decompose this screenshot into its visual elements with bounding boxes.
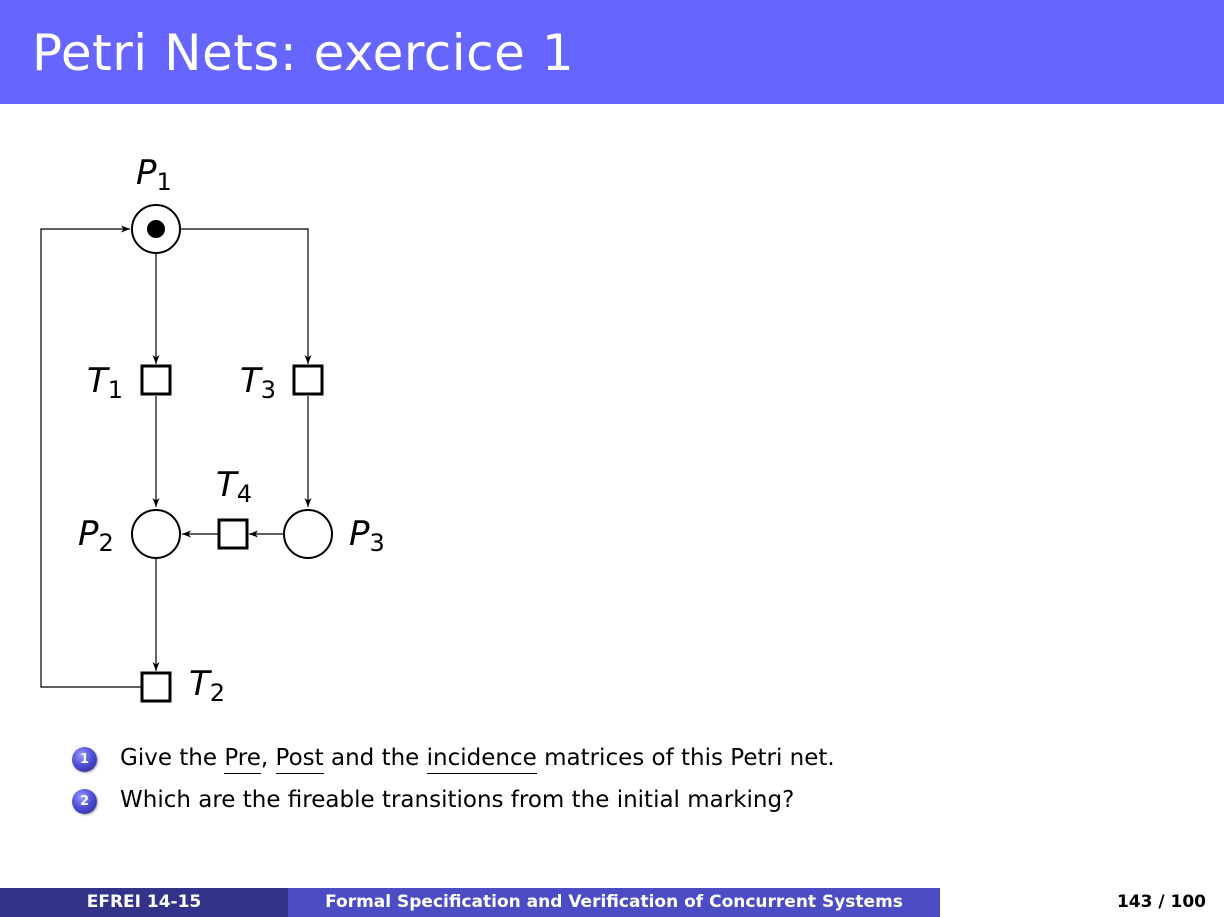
term-incidence: incidence <box>427 745 537 774</box>
title-bar <box>0 0 1224 104</box>
label-p3: P3 <box>349 514 385 557</box>
enum-bullet-2: 2 <box>72 789 97 814</box>
footer-page-number: 143 / 100 <box>940 888 1224 917</box>
label-t3: T3 <box>240 361 277 404</box>
place-p3 <box>284 510 332 558</box>
transition-t4 <box>219 520 247 548</box>
transition-t1 <box>142 366 170 394</box>
footer-bar <box>0 888 1224 917</box>
question-1-text: Give the Pre, Post and the incidence matrices of this Petri net. <box>120 745 835 771</box>
question-2-text: Which are the fireable transitions from the initial marking? <box>120 787 795 813</box>
arc-p1-t3 <box>181 229 308 364</box>
term-post: Post <box>276 745 324 774</box>
enum-bullet-1: 1 <box>72 747 97 772</box>
slide-title: Petri Nets: exercice 1 <box>32 24 575 82</box>
token-p1 <box>147 220 165 238</box>
label-p1: P1 <box>136 153 172 196</box>
label-t1: T1 <box>87 361 124 404</box>
term-pre: Pre <box>224 745 261 774</box>
arc-t2-p1 <box>41 229 141 687</box>
label-t4: T4 <box>216 465 253 508</box>
place-p2 <box>132 510 180 558</box>
petri-net-diagram <box>0 104 600 724</box>
label-p2: P2 <box>78 514 114 557</box>
transition-t3 <box>294 366 322 394</box>
footer-institution: EFREI 14-15 <box>0 888 288 917</box>
footer-course-title: Formal Specification and Verification of Concurrent Systems <box>288 888 940 917</box>
transition-t2 <box>142 673 170 701</box>
label-t2: T2 <box>189 664 226 707</box>
